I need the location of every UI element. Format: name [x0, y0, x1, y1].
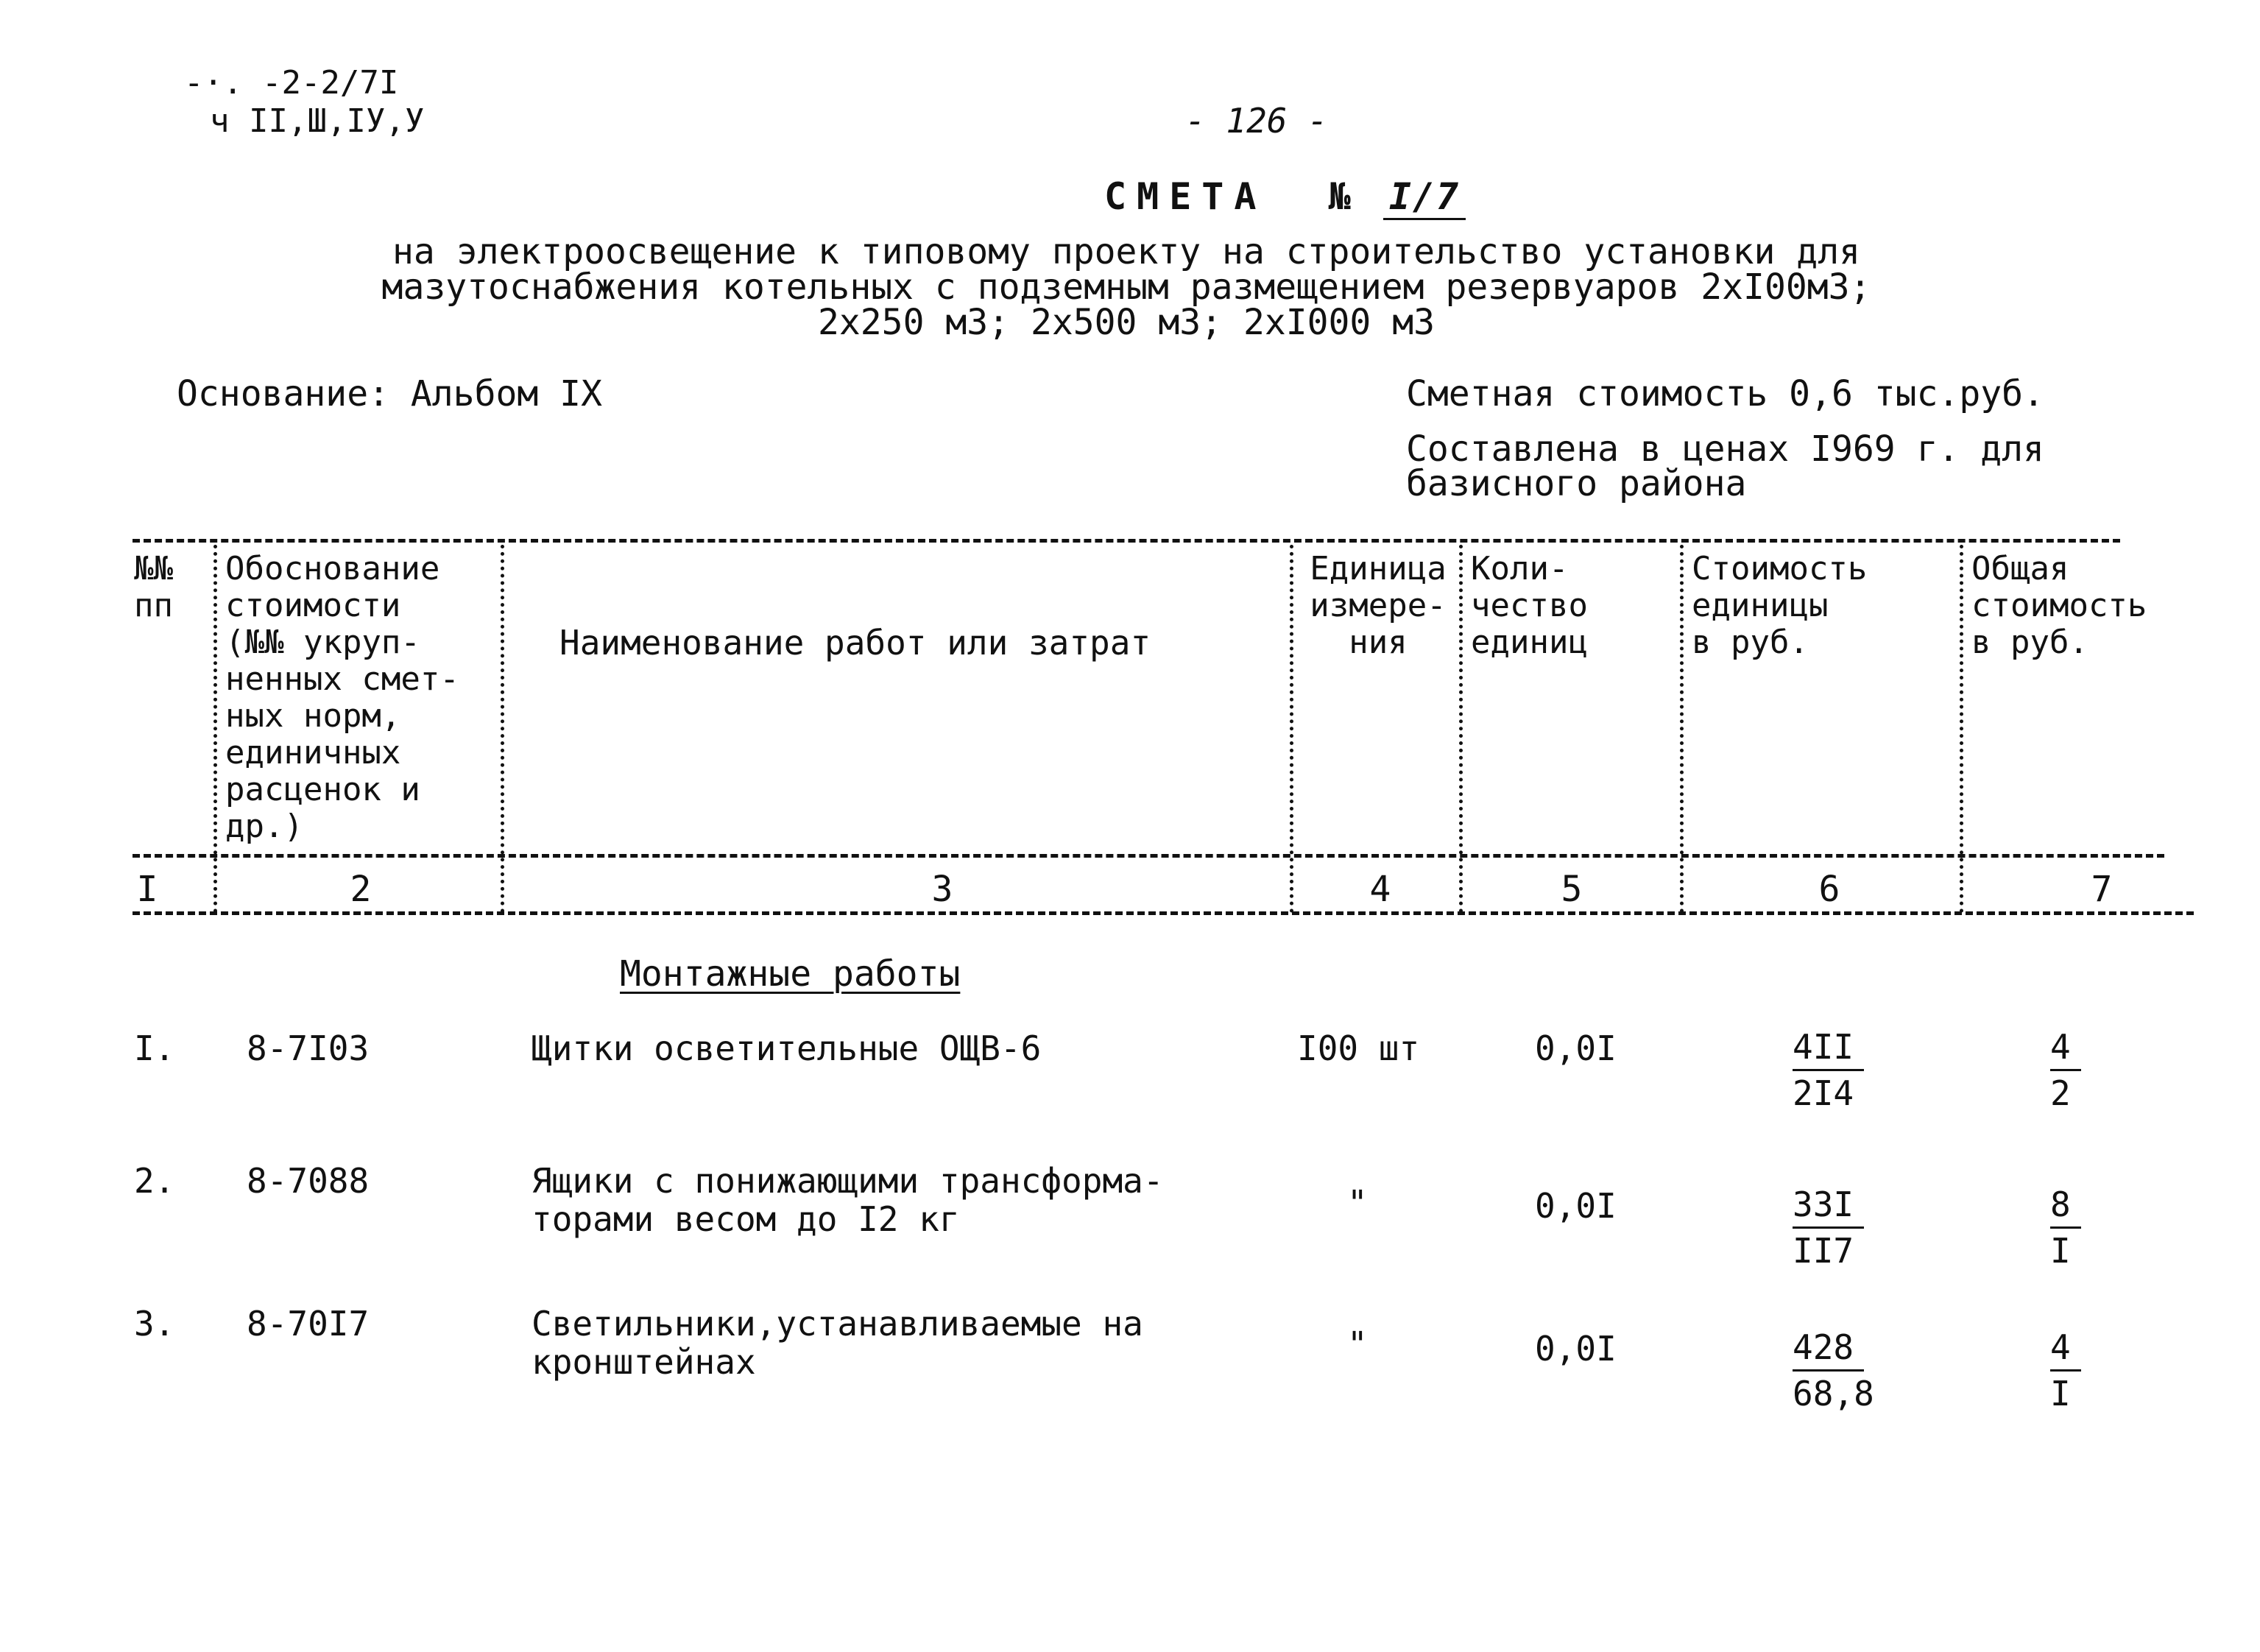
column-number: 7	[2091, 869, 2113, 910]
row-quantity: 0,0I	[1535, 1329, 1617, 1369]
column-number: 5	[1561, 869, 1583, 910]
row-unit: "	[1347, 1324, 1368, 1364]
column-numbers-rule	[133, 911, 2194, 915]
row-code: 8-7088	[247, 1161, 370, 1201]
column-divider	[1960, 545, 1963, 913]
row-name: Щитки осветительные ОЩВ-6	[532, 1028, 1042, 1068]
header-total-cost: Общая стоимость в руб.	[1971, 550, 2147, 661]
row-code: 8-7I03	[247, 1028, 370, 1068]
estimated-cost: Сметная стоимость 0,6 тыс.руб.	[1406, 373, 2044, 414]
section-title: Монтажные работы	[620, 953, 961, 995]
row-number: I.	[134, 1028, 175, 1068]
row-quantity: 0,0I	[1535, 1028, 1617, 1068]
row-code: 8-70I7	[247, 1304, 370, 1344]
row-unit-cost: $\frac{33I}{II7}$	[1793, 1182, 1864, 1273]
row-unit-cost: $\frac{4II}{2I4}$	[1793, 1025, 1864, 1115]
header-unit-cost: Стоимость единицы в руб.	[1692, 550, 1868, 661]
column-divider	[213, 545, 217, 913]
subtitle-line: на электроосвещение к типовому проекту на строительство установки для	[392, 231, 1860, 272]
header-basis: Обоснование стоимости (№№ укруп- ненных смет- ных норм, единичных расценок и др.)	[225, 550, 459, 845]
row-unit: "	[1347, 1183, 1368, 1223]
row-total-cost: $\frac{4}{I}$	[2050, 1325, 2081, 1416]
row-name: Ящики с понижающими трансформа- торами весом до I2 кг	[532, 1161, 1164, 1239]
row-number: 3.	[134, 1304, 175, 1344]
column-number: 2	[350, 869, 372, 910]
header-top-rule	[133, 539, 2120, 543]
column-number: 3	[931, 869, 953, 910]
document-title	[1104, 175, 1466, 218]
row-number: 2.	[134, 1161, 175, 1201]
row-total-cost: $\frac{4}{2}$	[2050, 1025, 2081, 1115]
row-quantity: 0,0I	[1535, 1186, 1617, 1226]
row-name: Светильники,устанавливаемые на кронштейнах	[532, 1304, 1143, 1382]
column-divider	[1290, 545, 1293, 913]
header-no: №№ пп	[134, 550, 173, 624]
prices-note-line1: Составлена в ценах I969 г. для	[1406, 428, 2044, 470]
document-subtitle	[317, 231, 1936, 343]
subtitle-line: мазутоснабжения котельных с подземным размещением резервуаров 2хI00м3;	[381, 266, 1871, 308]
row-unit: I00 шт	[1297, 1028, 1420, 1068]
title-label: СМЕТА	[1104, 175, 1267, 218]
page-number: - 126 -	[1185, 101, 1328, 141]
header-unit: Единица измере- ния	[1310, 550, 1447, 661]
prices-note-line2: базисного района	[1406, 463, 1747, 504]
document-code: -·. -2-2/7I	[184, 64, 399, 102]
subtitle-line: 2х250 м3; 2х500 м3; 2хI000 м3	[817, 302, 1436, 343]
row-unit-cost: $\frac{428}{68,8}$	[1793, 1325, 1874, 1416]
column-divider	[1459, 545, 1463, 913]
column-divider	[1680, 545, 1684, 913]
column-number: 6	[1818, 869, 1840, 910]
title-number-prefix: №	[1328, 175, 1351, 218]
header-bottom-rule	[133, 854, 2164, 858]
header-quantity: Коли- чество единиц	[1471, 550, 1588, 661]
header-work-name: Наименование работ или затрат	[559, 623, 1151, 663]
column-number: 4	[1369, 869, 1391, 910]
row-total-cost: $\frac{8}{I}$	[2050, 1182, 2081, 1273]
title-number: I/7	[1383, 175, 1466, 220]
column-divider	[501, 545, 504, 913]
document-parts: ч II,Ш,IУ,У	[210, 102, 425, 140]
column-number: I	[136, 869, 158, 910]
basis-note: Основание: Альбом IX	[177, 373, 602, 414]
